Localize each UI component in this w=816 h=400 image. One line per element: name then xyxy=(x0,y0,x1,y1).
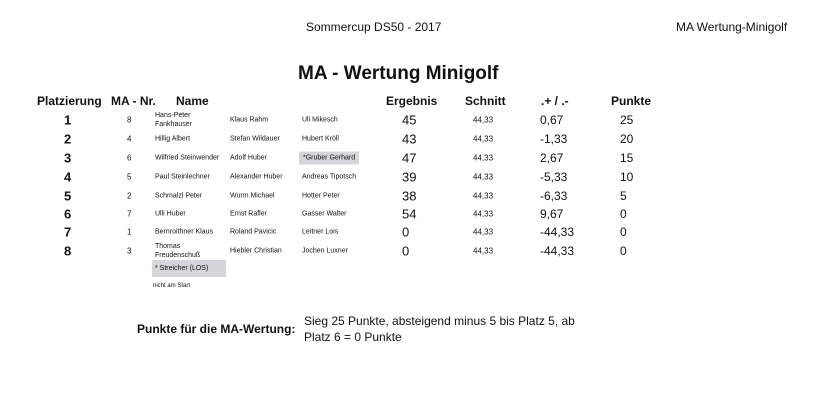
result-cell: 38 xyxy=(402,188,417,203)
difference-cell: -44,33 xyxy=(540,243,575,258)
average-cell: 44,33 xyxy=(473,115,494,124)
player-name-cell: Uli Mikesch xyxy=(302,116,338,123)
points-cell: 25 xyxy=(620,112,634,127)
column-header-diff: .+ / .- xyxy=(541,94,569,108)
difference-cell: -6,33 xyxy=(540,188,568,203)
player-name-cell: Adolf Huber xyxy=(230,154,267,161)
average-cell: 44,33 xyxy=(473,209,494,218)
player-name-cell: Hotter Peter xyxy=(302,192,340,199)
points-cell: 0 xyxy=(620,224,627,239)
table-row xyxy=(0,186,816,205)
result-cell: 39 xyxy=(402,169,417,184)
document-header-label: MA Wertung-Minigolf xyxy=(676,20,788,34)
table-row xyxy=(0,110,816,129)
player-name-cell: Bernroithner Klaus xyxy=(155,228,213,235)
average-cell: 44,33 xyxy=(473,227,494,236)
player-name-cell: Paul Steinlechner xyxy=(155,173,210,180)
place-cell: 2 xyxy=(64,131,72,146)
place-cell: 3 xyxy=(64,150,72,165)
ma-number-cell: 2 xyxy=(127,191,132,200)
table-row xyxy=(0,222,816,241)
difference-cell: -1,33 xyxy=(540,131,568,146)
player-name-cell: Stefan Wildauer xyxy=(230,135,280,142)
struck-player-name-cell: *Gruber Gerhard xyxy=(299,151,359,164)
table-row xyxy=(0,148,816,167)
result-cell: 0 xyxy=(402,243,410,258)
player-name-cell: Wurm Michael xyxy=(230,192,275,199)
player-name-cell: Thomas Freudenschuß xyxy=(155,242,201,259)
player-name-cell: Ulli Huber xyxy=(155,210,186,217)
player-name-cell: Schmalzl Peter xyxy=(155,192,203,199)
ma-number-cell: 8 xyxy=(127,115,132,124)
ma-number-cell: 6 xyxy=(127,153,132,162)
result-cell: 0 xyxy=(402,224,410,239)
place-cell: 8 xyxy=(64,243,72,258)
column-header-name: Name xyxy=(176,94,209,108)
document-header-title: Sommercup DS50 - 2017 xyxy=(306,20,442,34)
difference-cell: 0,67 xyxy=(540,112,564,127)
ma-number-cell: 3 xyxy=(127,246,132,255)
column-header-ma-nr: MA - Nr. xyxy=(111,94,156,108)
difference-cell: 9,67 xyxy=(540,206,564,221)
table-row xyxy=(0,167,816,186)
difference-cell: -44,33 xyxy=(540,224,575,239)
result-cell: 54 xyxy=(402,206,417,221)
player-name-cell: Hubert Kröll xyxy=(302,135,339,142)
player-name-cell: Andreas Tipotsch xyxy=(302,173,357,180)
points-cell: 0 xyxy=(620,206,627,221)
page-title: MA - Wertung Minigolf xyxy=(298,63,499,84)
column-header-place: Platzierung xyxy=(37,94,102,108)
streicher-note: * Streicher (LOS) xyxy=(152,260,226,277)
ma-number-cell: 1 xyxy=(127,227,132,236)
difference-cell: -5,33 xyxy=(540,169,568,184)
player-name-cell: Hans-Peter Fankhauser xyxy=(155,111,192,128)
difference-cell: 2,67 xyxy=(540,150,564,165)
table-row xyxy=(0,129,816,148)
place-cell: 7 xyxy=(64,224,72,239)
average-cell: 44,33 xyxy=(473,246,494,255)
place-cell: 6 xyxy=(64,206,72,221)
points-cell: 0 xyxy=(620,243,627,258)
average-cell: 44,33 xyxy=(473,191,494,200)
points-cell: 5 xyxy=(620,188,627,203)
table-row xyxy=(0,241,816,260)
player-name-cell: Leitner Lois xyxy=(302,228,339,235)
points-cell: 15 xyxy=(620,150,634,165)
player-name-cell: Jochen Luxner xyxy=(302,247,348,254)
player-name-cell: Roland Pavicic xyxy=(230,228,277,235)
result-cell: 47 xyxy=(402,150,417,165)
points-rule-label: Punkte für die MA-Wertung: xyxy=(137,322,296,336)
player-name-cell: Ernst Rafler xyxy=(230,210,267,217)
result-cell: 45 xyxy=(402,112,417,127)
points-cell: 20 xyxy=(620,131,634,146)
absent-note: nicht am Start xyxy=(153,283,191,289)
player-name-cell: Alexander Huber xyxy=(230,173,283,180)
table-row xyxy=(0,204,816,223)
column-header-points: Punkte xyxy=(611,94,652,108)
result-cell: 43 xyxy=(402,131,417,146)
player-name-cell: Klaus Rahm xyxy=(230,116,269,123)
player-name-cell: Hillig Albert xyxy=(155,135,191,142)
player-name-cell: Wilfried Steinwender xyxy=(155,154,220,161)
average-cell: 44,33 xyxy=(473,134,494,143)
average-cell: 44,33 xyxy=(473,153,494,162)
ma-number-cell: 5 xyxy=(127,172,132,181)
player-name-cell: Hiebler Christian xyxy=(230,247,282,254)
average-cell: 44,33 xyxy=(473,172,494,181)
ma-number-cell: 4 xyxy=(127,134,132,143)
column-header-average: Schnitt xyxy=(465,94,506,108)
place-cell: 1 xyxy=(64,112,72,127)
column-header-result: Ergebnis xyxy=(386,94,438,108)
points-cell: 10 xyxy=(620,169,634,184)
points-rule-text: Sieg 25 Punkte, absteigend minus 5 bis Platz 5, ab Platz 6 = 0 Punkte xyxy=(304,314,575,344)
place-cell: 4 xyxy=(64,169,72,184)
place-cell: 5 xyxy=(64,188,72,203)
ma-number-cell: 7 xyxy=(127,209,132,218)
player-name-cell: Gasser Walter xyxy=(302,210,347,217)
